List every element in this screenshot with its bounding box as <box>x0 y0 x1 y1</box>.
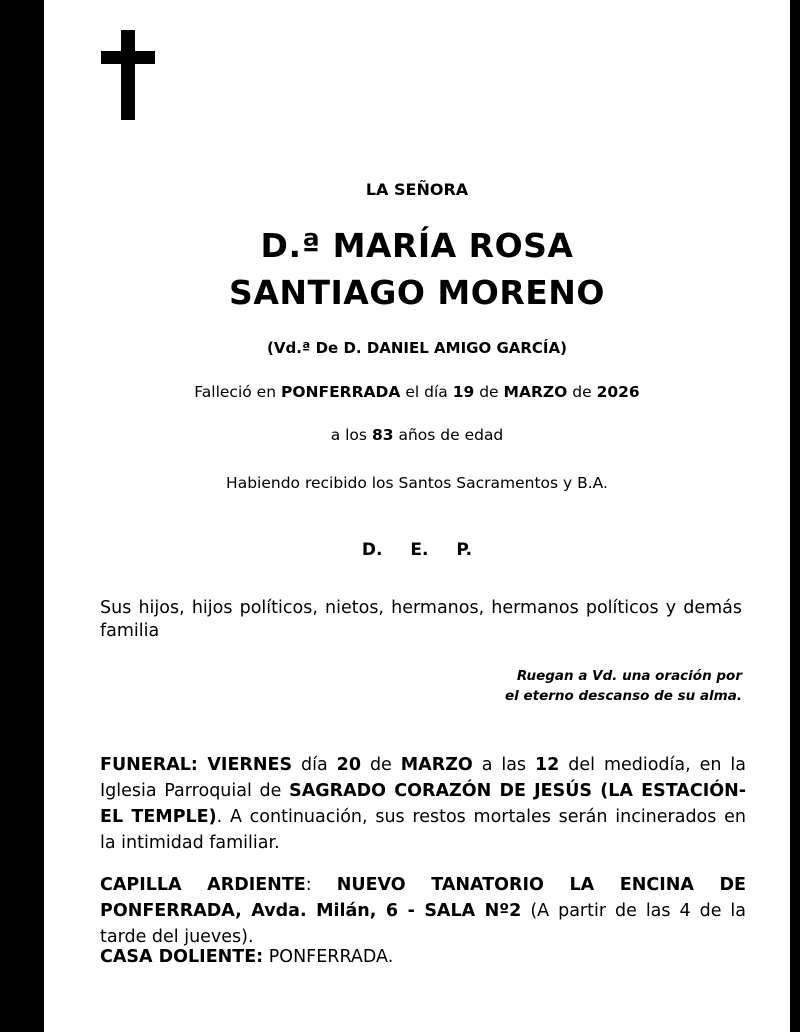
prayer-line-2: el eterno descanso de su alma. <box>505 688 742 704</box>
funeral-text-2: de <box>361 755 401 775</box>
family-text: Sus hijos, hijos políticos, nietos, hermanos, hermanos políticos y demás familia <box>100 598 742 641</box>
chapel-paragraph <box>100 872 746 950</box>
death-day: 19 <box>452 383 475 401</box>
mourning-house-paragraph <box>100 944 746 970</box>
funeral-church: SAGRADO CORAZÓN DE JESÚS (LA ESTACIÓN-EL TEMPLE) <box>100 781 746 827</box>
sacraments-line: Habiendo recibido los Santos Sacramentos y B.A. <box>226 474 608 492</box>
latin-cross-icon <box>101 30 155 120</box>
deceased-name <box>44 222 790 316</box>
death-year: 2026 <box>596 383 640 401</box>
mourning-house-label: CASA DOLIENTE: <box>100 947 264 967</box>
age-prefix: a los <box>330 426 367 444</box>
funeral-text-5: . A continuación, sus restos mortales serán incinerados en la intimidad familiar. <box>100 807 746 853</box>
funeral-text-1: día <box>292 755 337 775</box>
prayer-line-1: Ruegan a Vd. una oración por <box>516 668 742 684</box>
death-day-prefix: el día <box>405 383 448 401</box>
obituary-page <box>44 0 790 1032</box>
chapel-note: (A partir de las 4 de la tarde del jueves). <box>100 901 747 947</box>
death-prefix: Falleció en <box>194 383 277 401</box>
death-of-2: de <box>572 383 592 401</box>
chapel-sep: : <box>305 875 337 895</box>
age-years: 83 <box>371 426 394 444</box>
death-of-1: de <box>479 383 499 401</box>
funeral-label: FUNERAL: VIERNES <box>100 755 293 775</box>
funeral-text-3: a las <box>472 755 535 775</box>
mourning-house-value: PONFERRADA. <box>263 947 394 967</box>
funeral-text-4: del mediodía, en la Iglesia Parroquial de <box>100 755 746 801</box>
dep-initials: D. E. P. <box>361 540 473 560</box>
funeral-day: 20 <box>336 755 362 775</box>
heading-title: LA SEÑORA <box>365 180 469 199</box>
chapel-label: CAPILLA ARDIENTE <box>100 875 306 895</box>
death-place: PONFERRADA <box>280 383 401 401</box>
death-line <box>44 383 790 401</box>
widow-of: (Vd.ª De D. DANIEL AMIGO GARCÍA) <box>267 339 567 357</box>
name-line-1: D.ª MARÍA ROSA <box>260 226 574 265</box>
age-suffix: años de edad <box>398 426 504 444</box>
funeral-month: MARZO <box>400 755 473 775</box>
age-line <box>44 426 790 444</box>
death-month: MARZO <box>503 383 568 401</box>
funeral-hour: 12 <box>534 755 560 775</box>
prayer-request <box>344 666 742 706</box>
chapel-place: NUEVO TANATORIO LA ENCINA DE PONFERRADA, Avda. Milán, 6 - SALA Nº2 <box>100 875 747 921</box>
funeral-paragraph <box>100 752 746 856</box>
name-line-2: SANTIAGO MORENO <box>229 273 605 312</box>
